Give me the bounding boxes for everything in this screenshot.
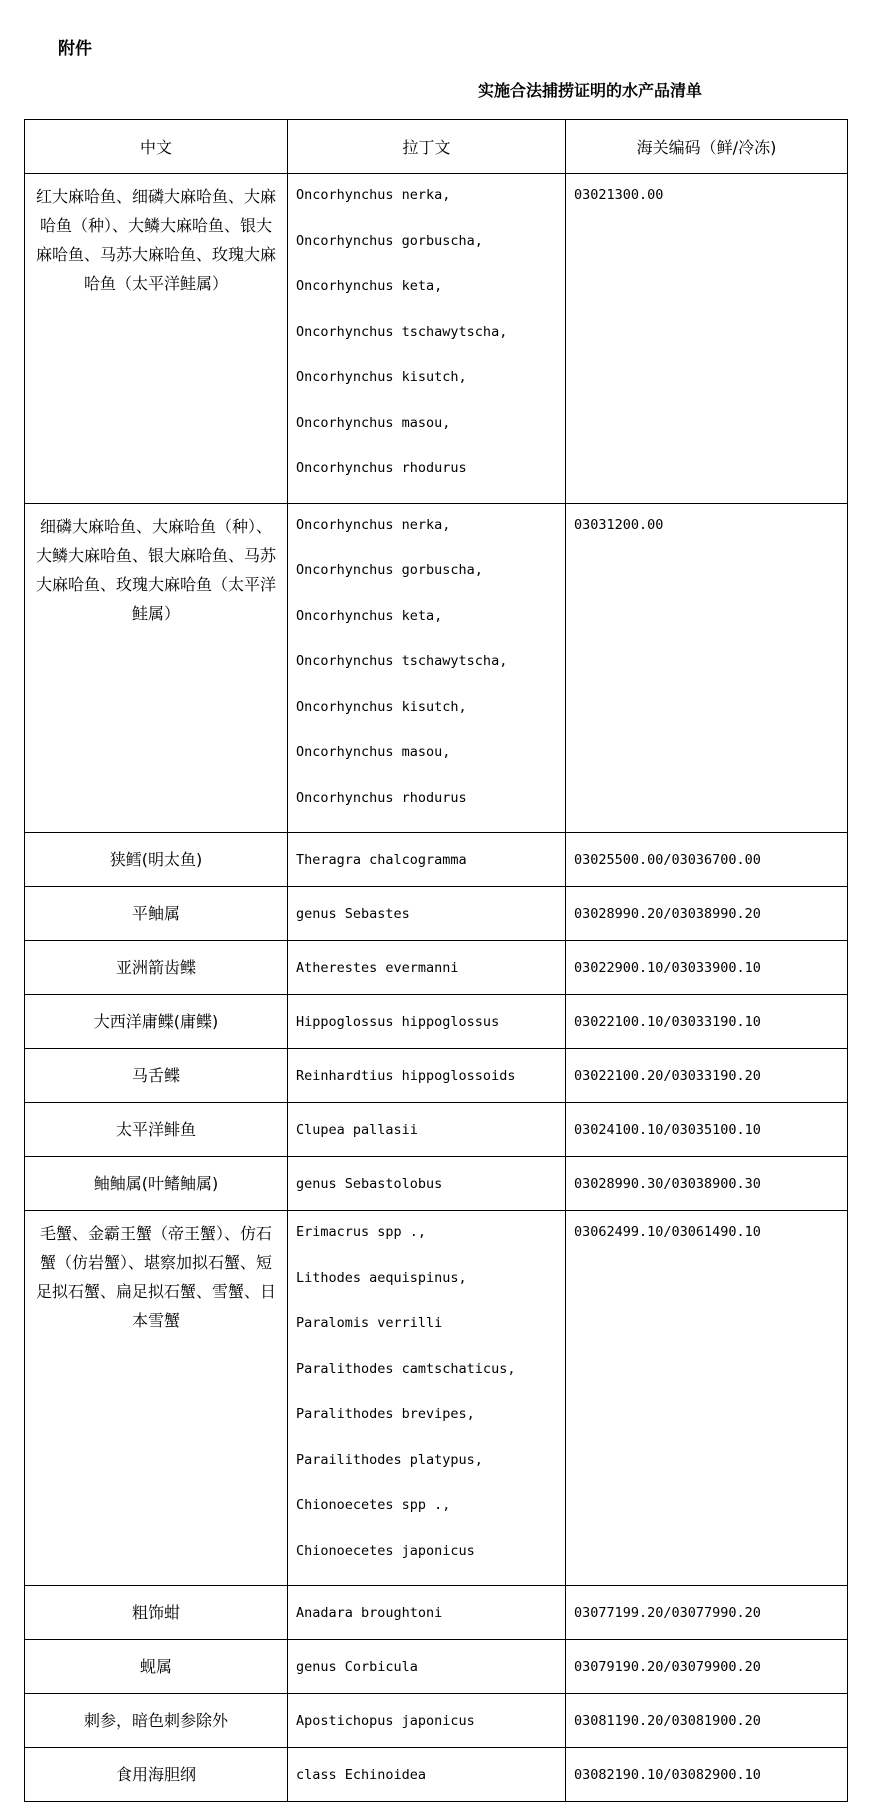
latin-name: Oncorhynchus masou,	[296, 744, 451, 760]
cell-chinese: 鲉鲉属(叶鳍鲉属)	[25, 1157, 288, 1211]
latin-name: Chionoecetes spp .,	[296, 1497, 451, 1513]
cell-latin	[288, 503, 566, 833]
cell-customs-code: 03082190.10/03082900.10	[566, 1748, 848, 1802]
latin-name: Oncorhynchus gorbuscha,	[296, 232, 483, 249]
latin-name: Oncorhynchus masou,	[296, 414, 451, 431]
cell-customs-code: 03028990.30/03038900.30	[566, 1157, 848, 1211]
cell-chinese: 太平洋鲱鱼	[25, 1103, 288, 1157]
header-chinese: 中文	[25, 120, 288, 174]
cell-customs-code: 03022900.10/03033900.10	[566, 941, 848, 995]
table-row	[25, 1586, 848, 1640]
table-row	[25, 941, 848, 995]
latin-name: Oncorhynchus gorbuscha,	[296, 562, 483, 578]
table-row	[25, 503, 848, 833]
customs-code: 03021300.00	[574, 187, 664, 203]
latin-name: Chionoecetes japonicus	[296, 1542, 475, 1559]
table-row	[25, 833, 848, 887]
cell-chinese: 马舌鲽	[25, 1049, 288, 1103]
cell-latin: Reinhardtius hippoglossoids	[288, 1049, 566, 1103]
cell-latin: class Echinoidea	[288, 1748, 566, 1802]
latin-name: Erimacrus spp .,	[296, 1224, 427, 1240]
latin-name: Oncorhynchus rhodurus	[296, 460, 467, 476]
customs-code: 03062499.10/03061490.10	[574, 1224, 761, 1240]
cell-latin: Hippoglossus hippoglossus	[288, 995, 566, 1049]
cell-customs-code: 03022100.10/03033190.10	[566, 995, 848, 1049]
latin-name: Oncorhynchus keta,	[296, 607, 443, 624]
document-title: 实施合法捕捞证明的水产品清单	[478, 81, 703, 100]
latin-name: Paralithodes camtschaticus,	[296, 1360, 516, 1377]
cell-chinese: 刺参，暗色刺参除外	[25, 1694, 288, 1748]
header-latin: 拉丁文	[288, 120, 566, 174]
latin-name: Parailithodes platypus,	[296, 1451, 483, 1468]
cell-latin: genus Corbicula	[288, 1640, 566, 1694]
customs-code: 03031200.00	[574, 516, 664, 533]
cell-chinese: 蚬属	[25, 1640, 288, 1694]
table-row	[25, 1103, 848, 1157]
latin-name: Oncorhynchus tschawytscha,	[296, 323, 508, 340]
cell-latin: Anadara broughtoni	[288, 1586, 566, 1640]
cell-customs-code: 03081190.20/03081900.20	[566, 1694, 848, 1748]
attachment-label: 附件	[58, 39, 92, 59]
header-customs-code: 海关编码（鲜/冷冻)	[566, 120, 848, 174]
latin-name: Paralomis verrilli	[296, 1315, 443, 1331]
cell-chinese: 细磷大麻哈鱼、大麻哈鱼（种）、大鳞大麻哈鱼、银大麻哈鱼、马苏大麻哈鱼、玫瑰大麻哈鱼（太平洋鲑属）	[25, 503, 288, 833]
latin-name: Oncorhynchus kisutch,	[296, 698, 467, 715]
latin-name: Oncorhynchus rhodurus	[296, 789, 467, 806]
table-row	[25, 1049, 848, 1103]
latin-name: Oncorhynchus nerka,	[296, 187, 451, 203]
cell-latin: Apostichopus japonicus	[288, 1694, 566, 1748]
table-row	[25, 1748, 848, 1802]
table-row	[25, 1211, 848, 1586]
table-row	[25, 174, 848, 504]
latin-name: Paralithodes brevipes,	[296, 1406, 475, 1422]
cell-latin: genus Sebastes	[288, 887, 566, 941]
latin-name: Oncorhynchus nerka,	[296, 516, 451, 533]
cell-customs-code: 03077199.20/03077990.20	[566, 1586, 848, 1640]
cell-latin: genus Sebastolobus	[288, 1157, 566, 1211]
table-row	[25, 1157, 848, 1211]
cell-chinese: 粗饰蚶	[25, 1586, 288, 1640]
latin-name: Oncorhynchus kisutch,	[296, 369, 467, 385]
table-row	[25, 1694, 848, 1748]
cell-chinese: 大西洋庸鲽(庸鲽)	[25, 995, 288, 1049]
latin-name: Oncorhynchus tschawytscha,	[296, 653, 508, 669]
cell-chinese: 毛蟹、金霸王蟹（帝王蟹）、仿石蟹（仿岩蟹）、堪察加拟石蟹、短足拟石蟹、扁足拟石蟹、雪蟹、日本雪蟹	[25, 1211, 288, 1586]
cell-latin: Theragra chalcogramma	[288, 833, 566, 887]
cell-chinese: 食用海胆纲	[25, 1748, 288, 1802]
cell-chinese: 狭鳕(明太鱼)	[25, 833, 288, 887]
cell-customs-code: 03025500.00/03036700.00	[566, 833, 848, 887]
product-table	[24, 119, 848, 1802]
cell-latin	[288, 174, 566, 504]
table-row	[25, 995, 848, 1049]
table-row	[25, 887, 848, 941]
cell-latin: Atherestes evermanni	[288, 941, 566, 995]
cell-customs-code: 03024100.10/03035100.10	[566, 1103, 848, 1157]
cell-customs-code	[566, 1211, 848, 1586]
cell-chinese: 红大麻哈鱼、细磷大麻哈鱼、大麻哈鱼（种）、大鳞大麻哈鱼、银大麻哈鱼、马苏大麻哈鱼、玫瑰大麻哈鱼（太平洋鲑属）	[25, 174, 288, 504]
cell-customs-code	[566, 503, 848, 833]
cell-customs-code: 03028990.20/03038990.20	[566, 887, 848, 941]
table-row	[25, 1640, 848, 1694]
cell-chinese: 平鲉属	[25, 887, 288, 941]
cell-customs-code: 03022100.20/03033190.20	[566, 1049, 848, 1103]
cell-latin	[288, 1211, 566, 1586]
cell-customs-code: 03079190.20/03079900.20	[566, 1640, 848, 1694]
cell-chinese: 亚洲箭齿鲽	[25, 941, 288, 995]
latin-name: Lithodes aequispinus,	[296, 1269, 467, 1286]
latin-name: Oncorhynchus keta,	[296, 278, 443, 294]
table-header-row	[25, 120, 848, 174]
cell-latin: Clupea pallasii	[288, 1103, 566, 1157]
cell-customs-code	[566, 174, 848, 504]
